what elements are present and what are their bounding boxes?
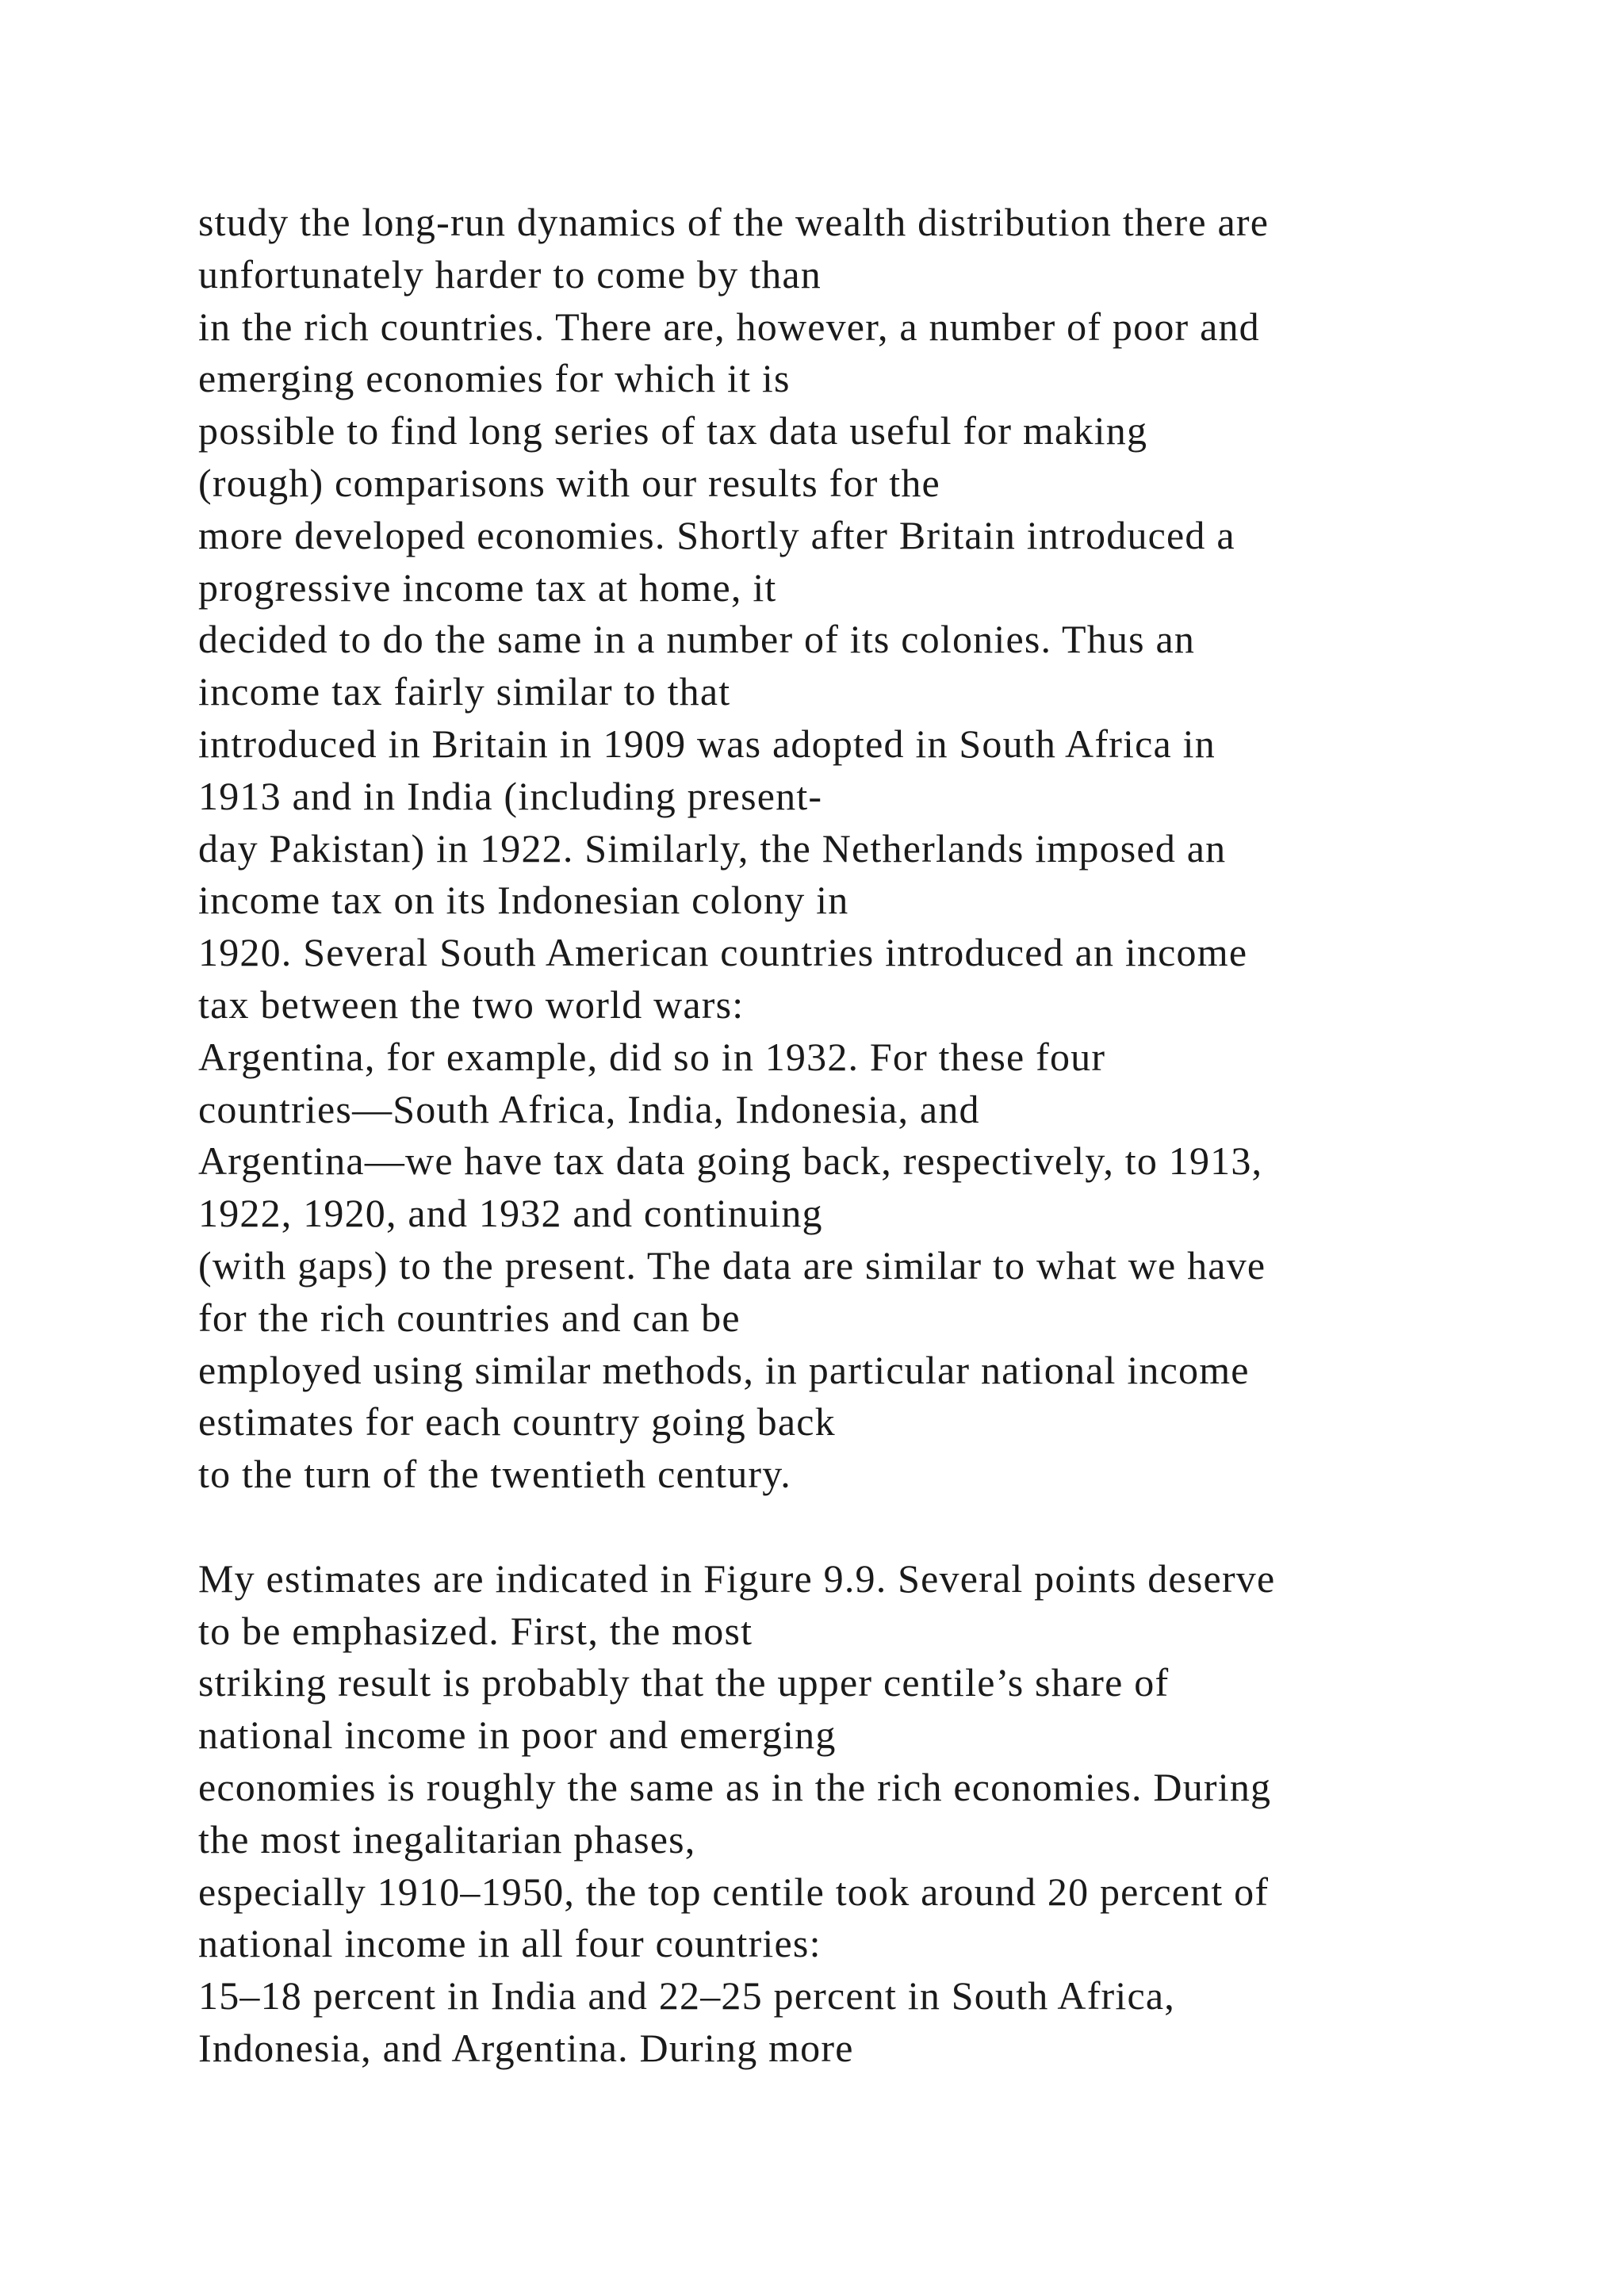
text-line: in the rich countries. There are, however, a number of poor and	[198, 304, 1260, 349]
text-line: countries—South Africa, India, Indonesia, and	[198, 1086, 980, 1131]
paragraph	[198, 197, 1546, 1501]
text-line: study the long-run dynamics of the wealth distribution there are	[198, 200, 1270, 244]
text-line: day Pakistan) in 1922. Similarly, the Netherlands imposed an	[198, 825, 1227, 871]
text-line: income tax fairly similar to that	[198, 669, 731, 714]
text-line: possible to find long series of tax data useful for making	[198, 408, 1148, 453]
text-line: to the turn of the twentieth century.	[198, 1452, 791, 1497]
text-line: (with gaps) to the present. The data are similar to what we have	[198, 1242, 1266, 1288]
text-line: progressive income tax at home, it	[198, 564, 777, 610]
text-line: Argentina—we have tax data going back, respectively, to 1913,	[198, 1138, 1263, 1184]
text-line: emerging economies for which it is	[198, 356, 791, 401]
text-line: estimates for each country going back	[198, 1399, 836, 1445]
text-line: 15–18 percent in India and 22–25 percent in South Africa,	[198, 1973, 1175, 2019]
text-line: the most inegalitarian phases,	[198, 1816, 696, 1862]
text-line: 1920. Several South American countries introduced an income	[198, 930, 1248, 975]
text-line: for the rich countries and can be	[198, 1295, 741, 1340]
text-line: (rough) comparisons with our results for the	[198, 460, 940, 505]
text-line: 1922, 1920, and 1932 and continuing	[198, 1191, 823, 1236]
text-line: Argentina, for example, did so in 1932. For these four	[198, 1034, 1106, 1079]
text-line: to be emphasized. First, the most	[198, 1608, 753, 1653]
text-line: economies is roughly the same as in the rich economies. During	[198, 1764, 1272, 1809]
text-line: Indonesia, and Argentina. During more	[198, 2025, 854, 2070]
text-line: national income in all four countries:	[198, 1921, 822, 1966]
text-line: more developed economies. Shortly after Britain introduced a	[198, 512, 1235, 557]
text-line: tax between the two world wars:	[198, 982, 745, 1027]
text-line: decided to do the same in a number of its colonies. Thus an	[198, 617, 1196, 662]
body-text	[198, 197, 1546, 2075]
paragraph	[198, 1553, 1546, 2075]
text-line: unfortunately harder to come by than	[198, 251, 822, 297]
text-line: income tax on its Indonesian colony in	[198, 878, 849, 923]
text-line: introduced in Britain in 1909 was adopted in South Africa in	[198, 721, 1216, 766]
text-line: My estimates are indicated in Figure 9.9. Several points deserve	[198, 1556, 1276, 1601]
text-line: national income in poor and emerging	[198, 1712, 837, 1758]
text-line: 1913 and in India (including present-	[198, 773, 823, 818]
text-line: employed using similar methods, in particular national income	[198, 1347, 1250, 1392]
text-line: striking result is probably that the upper centile’s share of	[198, 1660, 1170, 1705]
paragraph-gap	[198, 1501, 1546, 1553]
text-line: especially 1910–1950, the top centile took around 20 percent of	[198, 1869, 1270, 1914]
